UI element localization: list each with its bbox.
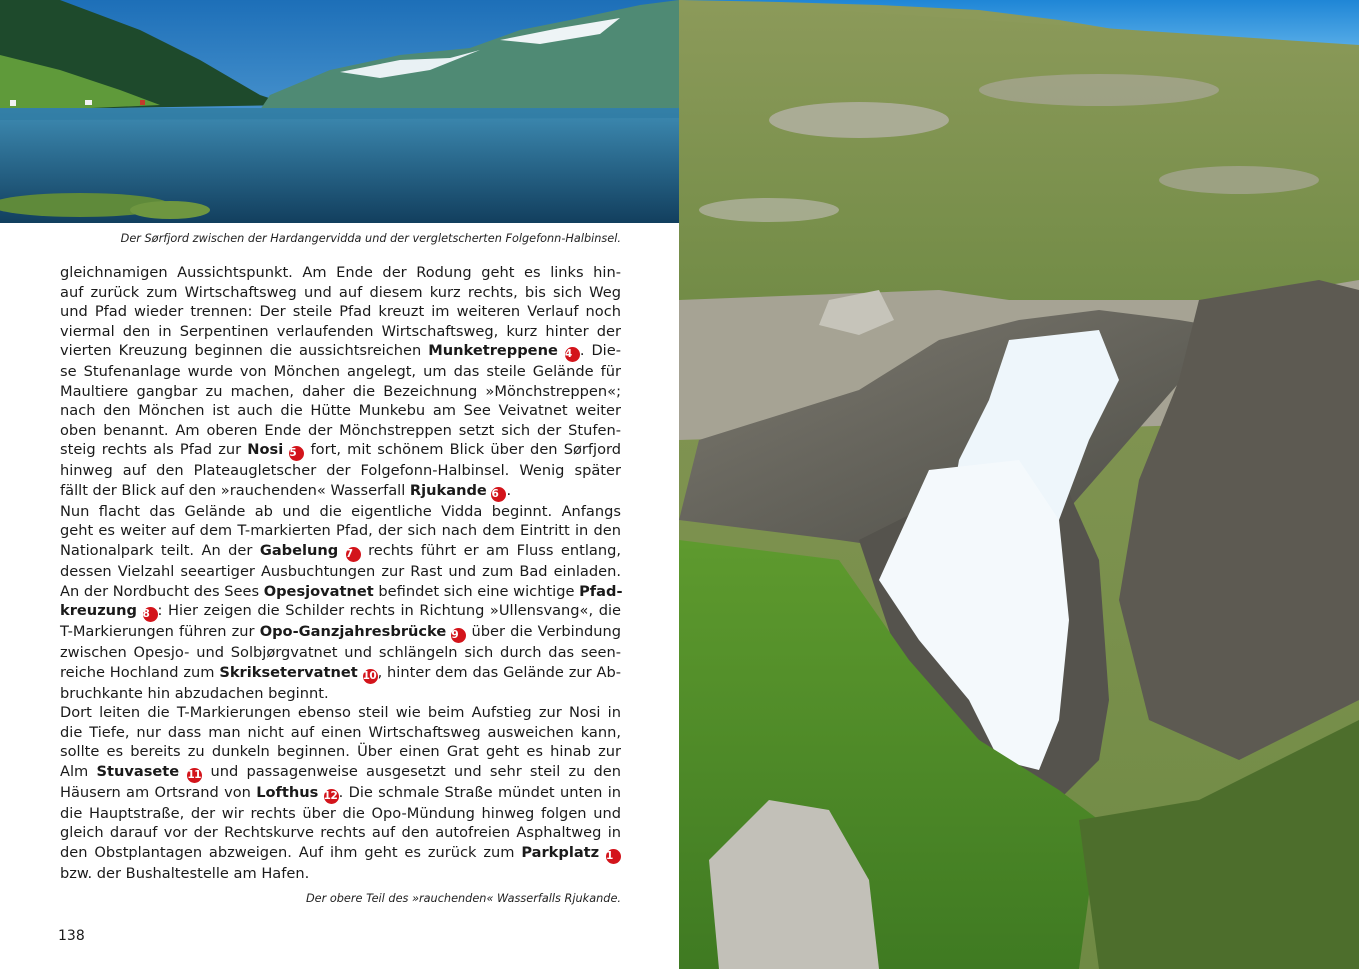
body-line: die Tiefe, nur dass man nicht auf einen Wirtschaftsweg ausweichen kann,	[60, 723, 621, 741]
body-line: Dort leiten die T-Markierungen ebenso steil wie beim Aufstieg zur Nosi in	[60, 704, 621, 722]
place-rjukande: Rjukande	[409, 481, 487, 499]
body-line	[60, 663, 621, 684]
waypoint-marker-9: 9	[451, 628, 466, 643]
body-line: nach den Mönchen ist auch die Hütte Munkebu am See Veivatnet weiter	[60, 402, 621, 420]
caption-waterfall: Der obere Teil des »rauchenden« Wasserfalls Rjukande.	[305, 892, 621, 905]
fjord-photo	[0, 0, 679, 223]
waypoint-marker-12: 12	[323, 789, 338, 802]
body-line: Maultiere gangbar zu machen, daher die Bezeichnung »Mönchstreppen«;	[60, 382, 621, 400]
place-gabelung: Gabelung	[259, 542, 339, 560]
place-nosi: Nosi	[247, 441, 284, 459]
body-line: bruchkante hin abzudachen beginnt.	[60, 684, 329, 702]
place-munketreppene: Munketreppene	[428, 342, 558, 360]
body-line	[60, 582, 621, 602]
body-text-span: An der Nordbucht des Sees	[60, 582, 260, 600]
body-text-span: fällt der Blick auf den »rauchenden« Wasserfall	[60, 481, 406, 499]
waypoint-marker-4: 4	[565, 347, 580, 362]
body-line	[60, 843, 621, 864]
body-text-span: T-Markierungen führen zur	[60, 623, 255, 641]
page-number: 138	[58, 928, 85, 944]
body-line: gleichnamigen Aussichtspunkt. Am Ende der Rodung geht es links hin-	[60, 264, 621, 281]
place-pfadkreuzung: Pfad-	[579, 582, 623, 600]
body-line: zwischen Opesjo- und Solbjørgvatnet und schlängeln sich durch das seen-	[60, 644, 621, 662]
body-line	[60, 341, 621, 362]
body-line: Nun flacht das Gelände ab und die eigentliche Vidda beginnt. Anfangs	[60, 502, 621, 520]
body-line	[60, 622, 621, 643]
waypoint-marker-6: 6	[491, 487, 506, 502]
place-lofthus: Lofthus	[256, 783, 319, 801]
body-line: viermal den in Serpentinen verlaufenden Wirtschaftsweg, kurz hinter der	[60, 322, 621, 340]
place-opo-bruecke: Opo-Ganzjahresbrücke	[259, 623, 447, 641]
waypoint-marker-10: 10	[362, 669, 377, 682]
body-line: oben benannt. Am oberen Ende der Mönchstreppen setzt sich der Stufen-	[60, 421, 621, 439]
body-text-span: fort, mit schönem Blick über den Sørfjord	[310, 441, 622, 459]
body-text-span: , hinter dem das Gelände zur Ab-	[377, 663, 622, 681]
waypoint-marker-7: 7	[346, 547, 361, 562]
body-text-span: und passagenweise ausgesetzt und sehr steil zu den	[210, 762, 622, 780]
body-line	[60, 481, 621, 502]
place-parkplatz: Parkplatz	[521, 843, 600, 861]
waypoint-marker-11: 11	[187, 768, 201, 781]
body-text-span: den Obstplantagen abzweigen. Auf ihm geht es zurück zum	[60, 843, 515, 861]
waypoint-marker-5: 5	[289, 446, 304, 461]
place-skriksetervatnet: Skriksetervatnet	[219, 663, 358, 681]
waterfall-illustration	[679, 0, 1359, 969]
body-line: auf zurück zum Wirtschaftsweg und auf diesem kurz rechts, bis sich Weg	[60, 283, 621, 301]
caption-fjord: Der Sørfjord zwischen der Hardangervidda und der vergletscherten Folgefonn-Halbinsel.	[120, 232, 621, 245]
waterfall-photo	[679, 0, 1359, 969]
body-text-span: steig rechts als Pfad zur	[60, 441, 242, 459]
waypoint-marker-1: 1	[606, 849, 621, 864]
body-line: die Hauptstraße, der wir rechts über die Opo-Mündung hinweg folgen und	[60, 804, 621, 822]
body-text	[60, 263, 621, 883]
body-line	[60, 541, 621, 562]
body-line: hinweg auf den Plateaugletscher der Folgefonn-Halbinsel. Wenig später	[60, 462, 621, 480]
body-line: se Stufenanlage wurde von Mönchen angelegt, um das steile Gelände für	[60, 363, 621, 381]
body-text-span: Nationalpark teilt. An der	[60, 542, 253, 560]
place-stuvasete: Stuvasete	[96, 762, 180, 780]
body-line: sollte es bereits zu dunkeln beginnen. Über einen Grat geht es hinab zur	[60, 743, 621, 761]
body-line	[60, 601, 621, 622]
body-text-span: .	[506, 481, 512, 499]
body-line: bzw. der Bushaltestelle am Hafen.	[60, 864, 310, 882]
fjord-illustration	[0, 0, 679, 223]
place-pfadkreuzung-cont: kreuzung	[60, 602, 137, 620]
body-text-span: . Die schmale Straße mündet unten in	[338, 783, 622, 801]
body-text-span: . Die-	[579, 342, 621, 360]
body-line	[60, 440, 621, 461]
body-line	[60, 762, 621, 783]
body-text-span: Häusern am Ortsrand von	[60, 783, 251, 801]
body-text-span: rechts führt er am Fluss entlang,	[368, 542, 622, 560]
body-text-span: befindet sich eine wichtige	[378, 582, 575, 600]
waypoint-marker-8: 8	[143, 607, 158, 622]
body-text-span: Alm	[60, 762, 89, 780]
body-text-span: : Hier zeigen die Schilder rechts in Richtung »Ullensvang«, die	[157, 602, 621, 620]
body-line: gleich darauf vor der Rechtskurve rechts auf den autofreien Asphaltweg in	[60, 824, 621, 842]
body-text-span: über die Verbindung	[471, 623, 622, 641]
body-line	[60, 783, 621, 804]
body-line: geht es weiter auf dem T-markierten Pfad, der sich nach dem Eintritt in den	[60, 522, 621, 540]
body-line: und Pfad wieder trennen: Der steile Pfad kreuzt im weiteren Verlauf noch	[60, 303, 621, 321]
body-line: dessen Vielzahl seeartiger Ausbuchtungen zur Rast und zum Bad einladen.	[60, 563, 621, 581]
body-text-span: reiche Hochland zum	[60, 663, 215, 681]
place-opesjovatnet: Opesjovatnet	[263, 582, 374, 600]
body-text-span: vierten Kreuzung beginnen die aussichtsreichen	[60, 342, 422, 360]
